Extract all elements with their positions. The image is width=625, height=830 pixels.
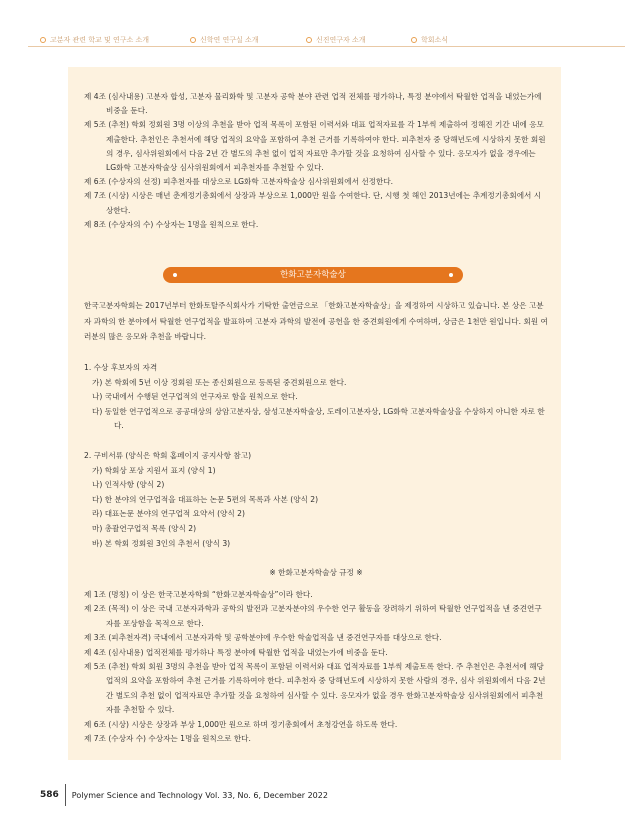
nav-label: 고분자 관련 학교 및 연구소 소개 <box>50 36 150 44</box>
section-documents <box>84 449 548 551</box>
banner-title: 한화고분자학술상 <box>280 270 346 280</box>
nav-item-schools[interactable] <box>40 35 149 45</box>
list-item: 라) 대표논문 분야의 연구업적 요약서 (양식 2) <box>92 509 245 519</box>
rule-item: 제 6조 (수상자의 선정) 피추천자를 대상으로 LG화학 고분자학술상 심사위원회에서 선정한다. <box>84 177 394 187</box>
bullet-icon <box>449 273 453 277</box>
journal-citation: Polymer Science and Technology Vol. 33, No. 6, December 2022 <box>71 790 328 800</box>
section-eligibility <box>84 361 548 434</box>
nav-label: 신진연구자 소개 <box>316 36 366 44</box>
rule-item: 제 1조 (명칭) 이 상은 한국고분자학회 “한화고분자학술상”이라 한다. <box>84 590 313 599</box>
bullet-icon <box>173 273 177 277</box>
section-banner <box>163 267 463 283</box>
nav-line <box>28 46 625 47</box>
list-item: 다) 동일한 연구업적으로 공공대상의 상암고분자상, 삼성고분자학술상, 도레이고분자상, LG화학 고분자학술상을 수상하지 아니한 자로 한다. <box>92 406 545 431</box>
nav-label: 학회소식 <box>421 36 449 44</box>
nav-dot-icon <box>40 37 46 43</box>
nav-item-young-researchers[interactable] <box>306 35 366 45</box>
rule-item: 제 5조 (추천) 학회 정회원 3명 이상의 추천을 받아 업적 목록이 포함된 이력서와 대표 업적자료를 각 1부씩 제출하여 정해진 기간 내에 응모 제출한다. 추천인은 추천서에 해당 업적의 요약을 포함하여 추천 근거를 기록하여야 한다. 피추천자 중 당해년도에 시상하지 못한 회원의 경우, 심사위원회에서 다음 2년 간 별도의 추천 없이 업적 자료만 추가할 것을 요청하여 심사할 수 있다. 응모자가 없을 경우에는 LG화학 고분자학술상 심사위원회에서 피추천자를 추천할 수 있다. <box>84 120 546 173</box>
intro-paragraph: 한국고분자학회는 2017년부터 한화토탈주식회사가 기탁한 출연금으로 「한화고분자학술상」을 제정하여 시상하고 있습니다. 본 상은 고분자 과학의 한 분야에서 탁월한 연구업적을 발표하여 고분자 과학의 발전에 공헌을 한 중견회원에게 수여하며, 상금은 1천만 원입니다. 회원 여러분의 많은 응모와 추천을 바랍니다. <box>84 301 548 341</box>
nav-item-society-news[interactable] <box>411 35 448 45</box>
rule-item: 제 7조 (수상자 수) 수상자는 1명을 원칙으로 한다. <box>84 734 251 744</box>
rule-item: 제 4조 (심사내용) 업적전체를 평가하나 특정 분야에 탁월한 업적을 내었는가에 비중을 둔다. <box>84 647 388 657</box>
list-item: 다) 한 분야의 연구업적을 대표하는 논문 5편의 목록과 사본 (양식 2) <box>92 494 319 504</box>
nav-dot-icon <box>411 37 417 43</box>
footer-divider <box>65 784 66 806</box>
rule-item: 제 3조 (피추천자격) 국내에서 고분자과학 및 공학분야에 우수한 학술업적을 낸 중견연구자를 대상으로 한다. <box>84 633 442 643</box>
section-title: 1. 수상 후보자의 자격 <box>84 363 158 372</box>
section-title: 2. 구비서류 (양식은 학회 홈페이지 공지사항 참고) <box>84 451 252 460</box>
nav-label: 신학연 연구실 소개 <box>200 36 259 44</box>
rules-top <box>84 90 548 232</box>
rule-item: 제 7조 (시상) 시상은 매년 춘계정기총회에서 상장과 부상으로 1,000만 원을 수여한다. 단, 시행 첫 해인 2013년에는 추계정기총회에서 시상한다. <box>84 191 542 215</box>
list-item: 마) 총괄연구업적 목록 (양식 2) <box>92 523 197 533</box>
rule-item: 제 5조 (추천) 학회 회원 3명의 추천을 받아 업적 목록이 포함된 이력서와 대표 업적자료를 1부씩 제출토록 한다. 주 추천인은 추천서에 해당 업적의 요약을 포함하여 추천 근거를 기록하여야 한다. 피추천자 중 당해년도에 시상하지 못한 사람의 경우, 심사 위원회에서 다음 2년간 별도의 추천 없이 업적자료만 추가할 것을 요청하여 심사할 수 있다. 응모자가 없을 경우 한화고분자학술상 심사위원회에서 피추천자를 추천할 수 있다. <box>84 662 546 715</box>
top-navigation <box>0 0 625 52</box>
list-item: 바) 본 학회 정회원 3인의 추천서 (양식 3) <box>92 538 231 548</box>
list-item: 가) 본 학회에 5년 이상 정회원 또는 종신회원으로 등록된 중견회원으로 한다. <box>92 377 347 387</box>
rule-item: 제 2조 (목적) 이 상은 국내 고분자과학과 공학의 발전과 고분자분야의 우수한 연구 활동을 장려하기 위하여 탁월한 연구업적을 낸 중견연구자를 포상함을 목적으로 한다. <box>84 604 542 628</box>
nav-item-labs[interactable] <box>190 35 259 45</box>
list-item: 가) 학회상 포상 지원서 표지 (양식 1) <box>92 465 216 475</box>
rule-item: 제 8조 (수상자의 수) 수상자는 1명을 원칙으로 한다. <box>84 219 259 229</box>
nav-dot-icon <box>190 37 196 43</box>
page-number: 586 <box>40 790 59 800</box>
regulation-title: ※ 한화고분자학술상 규정 ※ <box>269 568 363 577</box>
rule-item: 제 6조 (시상) 시상은 상장과 부상 1,000만 원으로 하며 정기총회에서 초청강연을 하도록 한다. <box>84 719 398 729</box>
rules-bottom <box>84 588 548 746</box>
page-footer <box>40 784 328 806</box>
rule-item: 제 4조 (심사내용) 고분자 합성, 고분자 물리화학 및 고분자 공학 분야 관련 업적 전체를 평가하나, 특정 분야에서 탁월한 업적을 내었는가에 비중을 둔다. <box>84 92 542 116</box>
list-item: 나) 인적사항 (양식 2) <box>92 480 165 490</box>
list-item: 나) 국내에서 수행된 연구업적의 연구자로 함을 원칙으로 한다. <box>92 392 298 402</box>
nav-dot-icon <box>306 37 312 43</box>
